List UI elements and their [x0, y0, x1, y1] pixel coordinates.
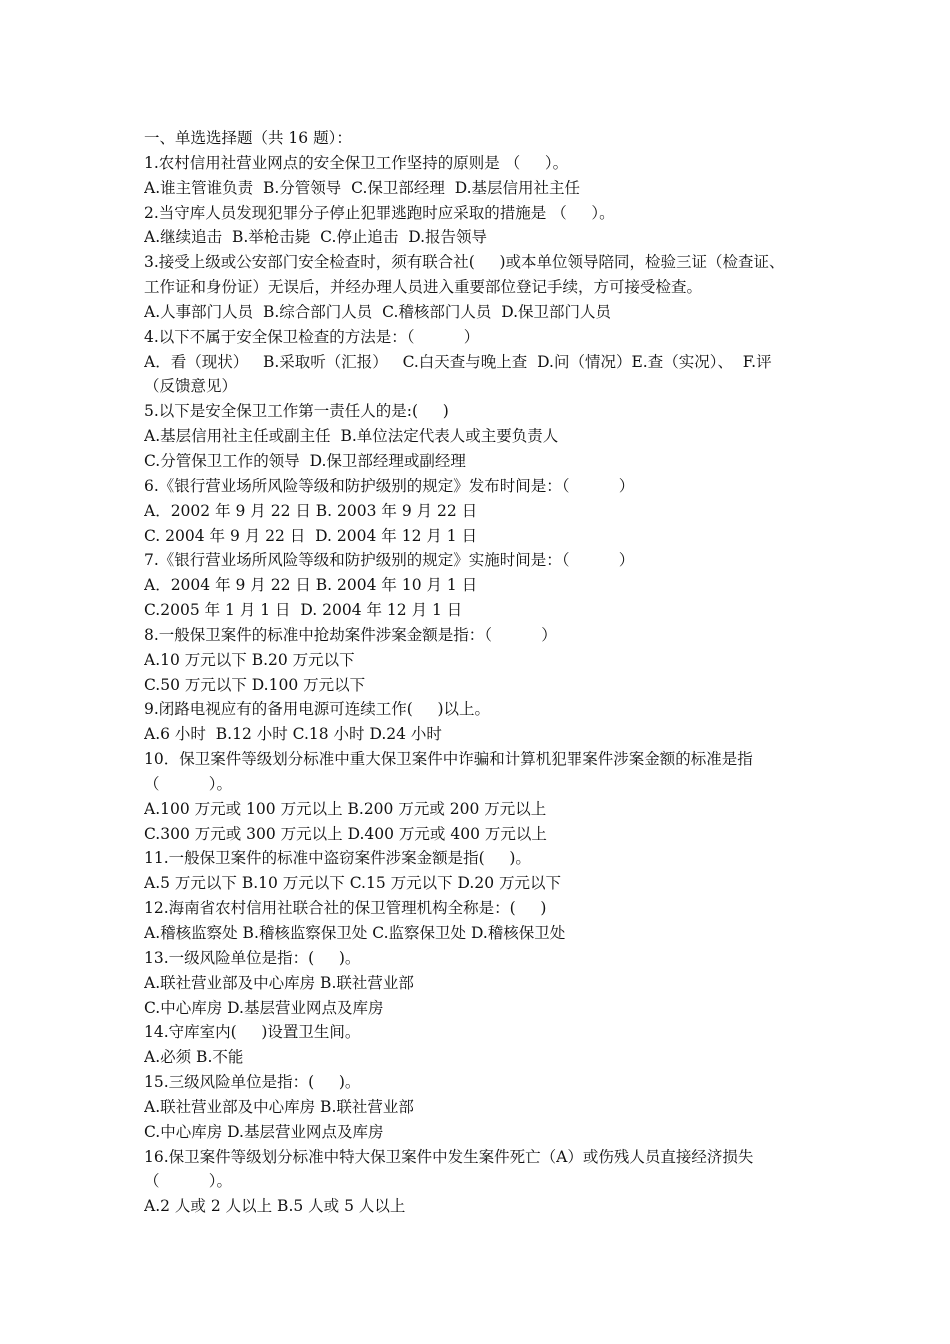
question-12: 12.海南省农村信用社联合社的保卫管理机构全称是：( ) [144, 899, 547, 918]
question-2-options: A.继续追击 B.举枪击毙 C.停止追击 D.报告领导 [144, 228, 488, 247]
question-14-options: A.必须 B.不能 [144, 1048, 244, 1067]
question-3: 3.接受上级或公安部门安全检查时，须有联合社( )或本单位领导陪同，检验三证（检查证、 [144, 253, 785, 272]
question-15-options-ab: A.联社营业部及中心库房 B.联社营业部 [144, 1097, 414, 1116]
question-7: 7.《银行营业场所风险等级和防护级别的规定》实施时间是：（ ） [144, 551, 635, 570]
question-16: 16.保卫案件等级划分标准中特大保卫案件中发生案件死亡（A）或伤残人员直接经济损失 [144, 1147, 754, 1166]
question-7-options-ab: A．2004 年 9 月 22 日 B. 2004 年 10 月 1 日 [144, 576, 478, 595]
question-16-continued: （ ）。 [144, 1172, 233, 1191]
question-5: 5.以下是安全保卫工作第一责任人的是:( ) [144, 402, 449, 421]
question-3-options: A.人事部门人员 B.综合部门人员 C.稽核部门人员 D.保卫部门人员 [144, 302, 612, 321]
question-1: 1.农村信用社营业网点的安全保卫工作坚持的原则是 （ ）。 [144, 153, 569, 172]
question-4: 4.以下不属于安全保卫检查的方法是：（ ） [144, 327, 480, 346]
document-body [144, 126, 814, 1219]
question-5-options-ab: A.基层信用社主任或副主任 B.单位法定代表人或主要负责人 [144, 427, 559, 446]
question-8-options-cd: C.50 万元以下 D.100 万元以下 [144, 675, 366, 694]
question-10-options-ab: A.100 万元或 100 万元以上 B.200 万元或 200 万元以上 [144, 799, 547, 818]
section-heading: 一、单选选择题（共 16 题）： [144, 129, 352, 147]
question-16-options: A.2 人或 2 人以上 B.5 人或 5 人以上 [144, 1197, 406, 1216]
question-15-options-cd: C.中心库房 D.基层营业网点及库房 [144, 1122, 384, 1141]
question-11-options: A.5 万元以下 B.10 万元以下 C.15 万元以下 D.20 万元以下 [144, 874, 561, 893]
question-1-options: A.谁主管谁负责 B.分管领导 C.保卫部经理 D.基层信用社主任 [144, 178, 581, 197]
question-4-options-continued: （反馈意见） [144, 377, 238, 396]
question-9: 9.闭路电视应有的备用电源可连续工作( )以上。 [144, 700, 491, 719]
question-8: 8.一般保卫案件的标准中抢劫案件涉案金额是指：（ ） [144, 625, 557, 644]
question-7-options-cd: C.2005 年 1 月 1 日 D. 2004 年 12 月 1 日 [144, 601, 463, 620]
question-4-options: A．看（现状） B.采取听（汇报） C.白天查与晚上查 D.问（情况）E.查（实况）、 F.评 [144, 352, 772, 371]
question-10-options-cd: C.300 万元或 300 万元以上 D.400 万元或 400 万元以上 [144, 824, 547, 843]
question-3-continued: 工作证和身份证）无误后，并经办理人员进入重要部位登记手续，方可接受检查。 [144, 278, 703, 297]
question-5-options-cd: C.分管保卫工作的领导 D.保卫部经理或副经理 [144, 451, 466, 470]
question-10-continued: （ ）。 [144, 774, 233, 793]
question-8-options-ab: A.10 万元以下 B.20 万元以下 [144, 650, 355, 669]
question-2: 2.当守库人员发现犯罪分子停止犯罪逃跑时应采取的措施是 （ ）。 [144, 203, 615, 222]
question-6: 6.《银行营业场所风险等级和防护级别的规定》发布时间是：（ ） [144, 476, 635, 495]
question-9-options: A.6 小时 B.12 小时 C.18 小时 D.24 小时 [144, 725, 442, 744]
question-6-options-ab: A．2002 年 9 月 22 日 B. 2003 年 9 月 22 日 [144, 501, 478, 520]
question-13-options-ab: A.联社营业部及中心库房 B.联社营业部 [144, 973, 414, 992]
question-6-options-cd: C. 2004 年 9 月 22 日 D. 2004 年 12 月 1 日 [144, 526, 478, 545]
question-10: 10．保卫案件等级划分标准中重大保卫案件中诈骗和计算机犯罪案件涉案金额的标准是指 [144, 750, 753, 769]
question-13-options-cd: C.中心库房 D.基层营业网点及库房 [144, 998, 384, 1017]
question-11: 11.一般保卫案件的标准中盗窃案件涉案金额是指( )。 [144, 849, 531, 868]
question-12-options: A.稽核监察处 B.稽核监察保卫处 C.监察保卫处 D.稽核保卫处 [144, 924, 566, 942]
question-14: 14.守库室内( )设置卫生间。 [144, 1023, 361, 1042]
question-15: 15.三级风险单位是指：( )。 [144, 1073, 361, 1092]
question-13: 13.一级风险单位是指：( )。 [144, 948, 361, 967]
